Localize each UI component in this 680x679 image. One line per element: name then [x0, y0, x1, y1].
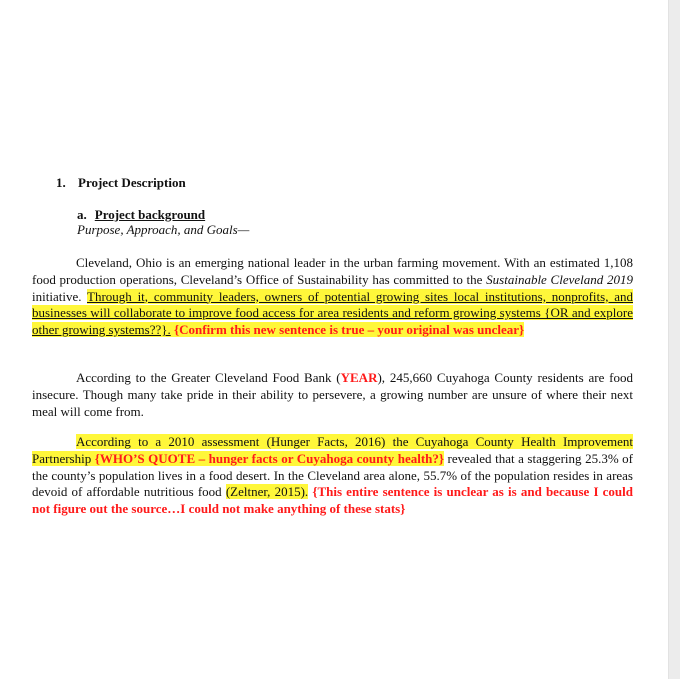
p3-text: revealed that a staggering 25.3% of the county’s population lives in a food desert. In the Cleveland area alone, 55.7% of the population resides in areas devoid of affordable nutritious food [32, 450, 633, 500]
section-number: 1. [56, 175, 66, 190]
p2-text-a: According to the Greater Cleveland Food Bank ( [76, 370, 341, 385]
paragraph-1 [32, 255, 633, 339]
section-title: Project Description [78, 175, 186, 190]
p3-citation: (Zeltner, 2015). [225, 484, 309, 500]
p1-editor-comment: {Confirm this new sentence is true – your original was unclear} [170, 322, 525, 338]
subsection-title: Project background [94, 207, 206, 222]
page-edge [668, 0, 680, 679]
p3-editor-comment-2: {This entire sentence is unclear as is and because I could not figure out the source…I could not make anything of these stats} [32, 484, 633, 517]
p1-initiative-name: Sustainable Cleveland 2019 [486, 271, 633, 287]
subsection-heading [77, 207, 205, 223]
paragraph-2 [32, 370, 633, 420]
p1-text-b: initiative. [32, 288, 88, 304]
p3-editor-comment-1: {WHO’S QUOTE – hunger facts or Cuyahoga county health?} [91, 450, 445, 466]
p2-year-placeholder: YEAR [340, 370, 378, 385]
p2-text-b: ), 245,660 Cuyahoga County residents are food insecure. Though many take pride in their ability to persevere, a growing number are unsure of where their next meal will come from. [32, 370, 633, 419]
p1-highlighted-sentence: Through it, community leaders, owners of potential growing sites local institutions, nonprofits, and businesses will collaborate to improve food access for area residents and reform growing systems {OR and explore other growing systems??}. [32, 288, 633, 338]
subsection-letter: a. [77, 207, 87, 222]
p1-text-a: Cleveland, Ohio is an emerging national leader in the urban farming movement. With an estimated 1,108 food production operations, Cleveland’s Office of Sustainability has committed to the [32, 255, 633, 287]
subsection-subtitle: Purpose, Approach, and Goals— [77, 222, 250, 237]
p3-highlighted-sentence: According to a 2010 assessment (Hunger Facts, 2016) the Cuyahoga County Health Improvement Partnership [32, 434, 633, 466]
section-heading [56, 175, 186, 191]
paragraph-3 [32, 434, 633, 518]
